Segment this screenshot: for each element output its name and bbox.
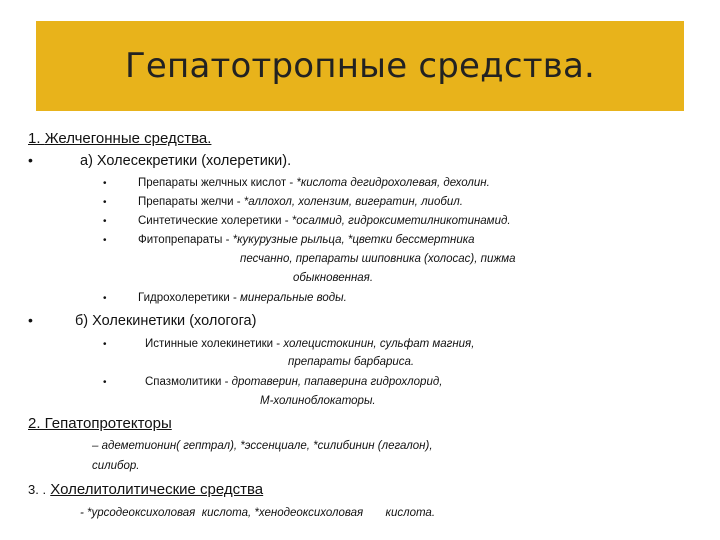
- list-item: [138, 292, 347, 304]
- section3-title: Холелитолитические средства: [50, 481, 264, 498]
- bullet-a2: •: [103, 197, 107, 208]
- section2-text: силибор.: [92, 460, 140, 472]
- group-a-text: а) Холесекретики (холеретики).: [80, 153, 292, 169]
- list-item: [138, 177, 490, 189]
- bullet-group-a: •: [28, 152, 33, 168]
- section1-number: 1.: [28, 130, 41, 147]
- section2-text: – адеметионин( гептрал), *эссенциале, *силибинин (легалон),: [92, 440, 433, 452]
- section1-title: Желчегонные средства.: [44, 130, 212, 147]
- item-examples: *аллохол, холензим, вигератин, лиобил.: [243, 196, 463, 208]
- item-name: Фитопрепараты: [138, 234, 223, 246]
- bullet-b1: •: [103, 339, 107, 350]
- item-continuation: [240, 253, 516, 265]
- dash: -: [286, 177, 297, 189]
- item-examples: *кислота дегидрохолевая, дехолин.: [296, 177, 490, 189]
- section2-line: [92, 440, 433, 452]
- group-b-label: [75, 313, 256, 329]
- dash: -: [233, 196, 244, 208]
- section3-text: - *урсодеоксихоловая кислота, *хенодеоксихоловая кислота.: [80, 507, 436, 519]
- item-name: Синтетические холеретики: [138, 215, 282, 227]
- bullet-a4: •: [103, 235, 107, 246]
- section3-number: 3. .: [28, 482, 47, 497]
- group-a-label: [80, 153, 291, 169]
- item-examples: минеральные воды.: [240, 292, 347, 304]
- item-examples: *кукурузные рыльца, *цветки бессмертника: [232, 234, 475, 246]
- section2-line: [92, 460, 139, 472]
- item-name: Гидрохолеретики: [138, 292, 230, 304]
- bullet-a3: •: [103, 216, 107, 227]
- section2-heading: [28, 415, 172, 432]
- item-continuation: [260, 395, 376, 407]
- item-examples: холецистокинин, сульфат магния,: [283, 338, 475, 350]
- item-examples-cont: препараты барбариса.: [288, 356, 415, 368]
- item-name: Истинные холекинетики: [145, 338, 274, 350]
- item-examples-cont: М-холиноблокаторы.: [260, 395, 376, 407]
- dash: -: [273, 338, 284, 350]
- item-name: Препараты желчи: [138, 196, 234, 208]
- dash: -: [281, 215, 292, 227]
- item-examples: дротаверин, папаверина гидрохлорид,: [231, 376, 443, 388]
- bullet-group-b: •: [28, 312, 33, 328]
- item-continuation: [288, 356, 414, 368]
- section2-title: 2. Гепатопротекторы: [28, 415, 172, 432]
- item-examples: *осалмид, гидроксиметилникотинамид.: [291, 215, 511, 227]
- section3-line: [80, 507, 435, 519]
- item-examples-cont: песчанно, препараты шиповника (холосас), пижма: [240, 253, 516, 265]
- item-examples-cont: обыкновенная.: [293, 272, 374, 284]
- dash: -: [222, 234, 233, 246]
- item-name: Препараты желчных кислот: [138, 177, 287, 189]
- item-name: Спазмолитики: [145, 376, 222, 388]
- dash: -: [221, 376, 232, 388]
- title-banner: [36, 21, 684, 111]
- page-title: Гепатотропные средства.: [124, 46, 596, 86]
- dash: -: [229, 292, 241, 304]
- section1-heading: [28, 130, 211, 147]
- bullet-a1: •: [103, 178, 107, 189]
- list-item: [145, 338, 474, 350]
- group-b-text: б) Холекинетики (хологога): [75, 313, 257, 329]
- section3-heading: [28, 481, 263, 498]
- list-item: [145, 376, 442, 388]
- bullet-a5: •: [103, 293, 107, 304]
- item-continuation: [293, 272, 373, 284]
- list-item: [138, 196, 463, 208]
- bullet-b2: •: [103, 377, 107, 388]
- list-item: [138, 234, 475, 246]
- list-item: [138, 215, 511, 227]
